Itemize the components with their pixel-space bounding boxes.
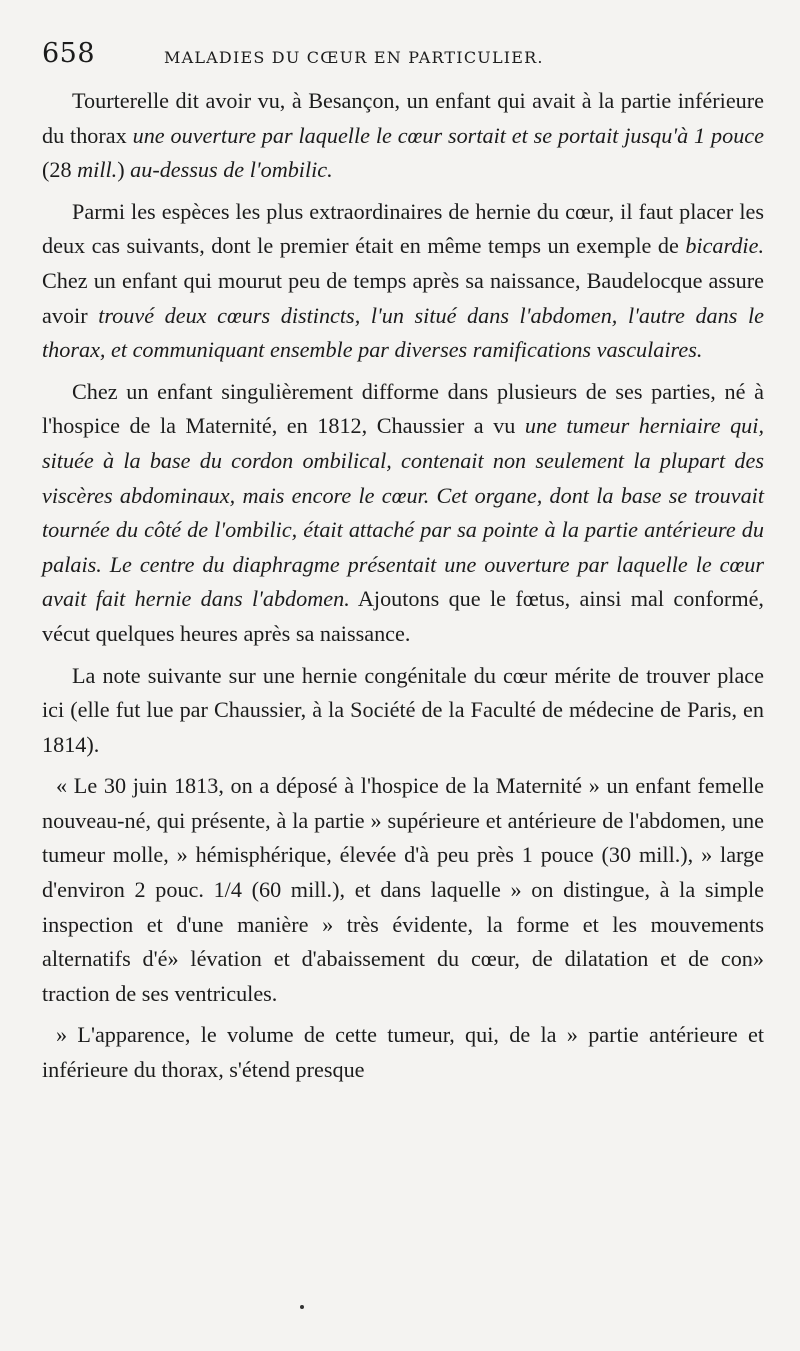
text-segment: Tourterelle dit avoir vu, à Besançon, un enfant qui avait à la partie inférieure du thorax (42, 88, 764, 148)
italic-text: mill. (77, 157, 118, 183)
text-segment: « Le 30 juin 1813, on a déposé à l'hospice de la Maternité » un enfant femelle nouveau-né, qui présente, à la partie » supérieure et antérieure de l'abdomen, une tumeur molle, » hémisphérique, élevée d'à peu près 1 pouce (30 mill.), » large d'environ 2 pouc. 1/4 (60 mill.), et dans laquelle » on distingue, à la simple inspection et d'une manière » très évidente, la forme et les mouvements alternatifs d'é» lévation et d'abaissement du cœur, de dilatation et de con» traction de ses ventricules. (42, 773, 764, 1006)
italic-text: trouvé deux cœurs distincts, l'un situé dans l'abdomen, l'autre dans le thorax, et communiquant ensemble par diverses ramifications vasculaires. (42, 302, 764, 363)
page-header (42, 38, 762, 78)
printer-mark (300, 1305, 304, 1309)
text-segment: Parmi les espèces les plus extraordinaires de hernie du cœur, il faut placer les deux cas suivants, dont le premier était en même temps un exemple de (42, 198, 764, 259)
text-segment: ) (117, 157, 131, 183)
text-segment: La note suivante sur une hernie congénitale du cœur mérite de trouver place ici (elle fut lue par Chaussier, à la Société de la Faculté de médecine de Paris, en 1814). (42, 662, 764, 757)
paragraph-p5 (42, 769, 764, 1011)
italic-text: bicardie. (685, 233, 764, 259)
italic-text: une ouverture par laquelle le cœur sortait et se portait jusqu'à 1 pouce (132, 122, 764, 148)
body-text (42, 84, 764, 1095)
paragraph-p1 (42, 84, 764, 188)
italic-text: une tumeur herniaire qui, située à la base du cordon ombilical, contenait non seulement la plupart des viscères abdominaux, mais encore le cœur. Cet organe, dont la base se trouvait tournée du côté de l'ombilic, était attaché par sa pointe à la partie antérieure du palais. Le centre du diaphragme présentait une ouverture par laquelle le cœur avait fait hernie dans l'abdomen. (42, 413, 764, 612)
running-title: MALADIES DU CŒUR EN PARTICULIER. (164, 48, 544, 67)
text-segment: Chez un enfant qui mourut peu de temps après sa naissance, Baudelocque assure avoir (42, 267, 764, 328)
paragraph-p3 (42, 375, 764, 652)
paragraph-p4 (42, 659, 764, 763)
paragraph-p6 (42, 1018, 764, 1087)
paragraph-p2 (42, 195, 764, 368)
text-segment: Ajoutons que le fœtus, ainsi mal conformé, vécut quelques heures après sa naissance. (42, 586, 764, 646)
text-segment: Chez un enfant singulièrement difforme dans plusieurs de ses parties, né à l'hospice de la Maternité, en 1812, Chaussier a vu (42, 378, 764, 439)
text-segment: » L'apparence, le volume de cette tumeur, qui, de la » partie antérieure et inférieure du thorax, s'étend presque (42, 1022, 764, 1083)
text-segment: (28 (42, 157, 78, 183)
page-number: 658 (42, 38, 96, 69)
italic-text: au-dessus de l'ombilic. (130, 157, 333, 183)
